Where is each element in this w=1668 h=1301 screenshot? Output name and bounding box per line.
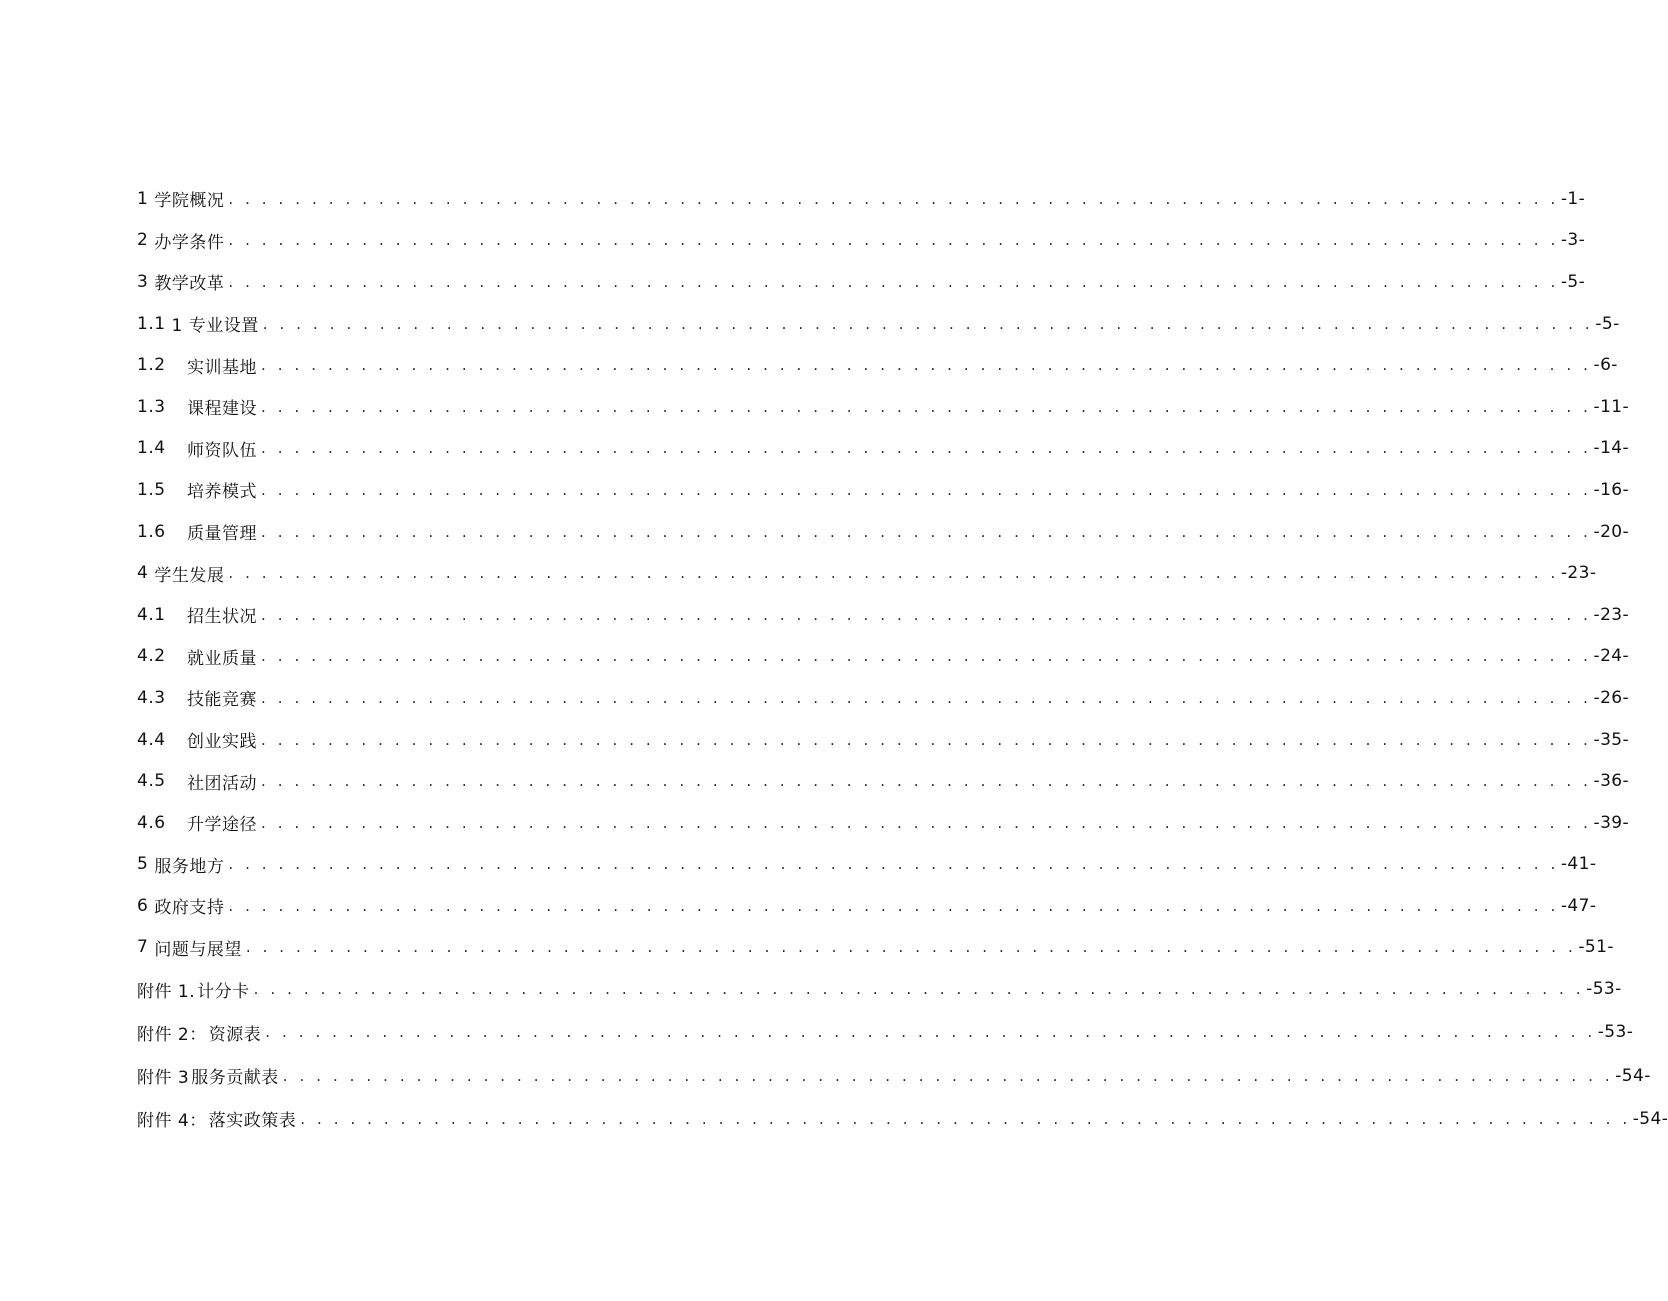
- dot-leader: . . . . . . . . . . . . . . . . . . . . . . . . . . . . . . . . . . . . . . . . . . . . . . . . . . . . . . . . . . . . . . . . . . . . . . . . . . . . . . . .: [261, 522, 1592, 541]
- toc-entry[interactable]: [137, 303, 1620, 345]
- toc-entry-title: 升学途径: [187, 815, 257, 836]
- toc-entry-number: 4.5: [137, 771, 166, 792]
- toc-entry-title: 培养模式: [187, 482, 257, 503]
- toc-entry-page-number: -53-: [1586, 979, 1622, 1000]
- toc-entry-number: 4.4: [137, 729, 166, 750]
- toc-entry-title: 学生发展: [154, 565, 225, 586]
- toc-entry-number: 1.6: [137, 521, 166, 542]
- toc-entry-label: [137, 1106, 298, 1131]
- dot-leader: . . . . . . . . . . . . . . . . . . . . . . . . . . . . . . . . . . . . . . . . . . . . . . . . . . . . . . . . . . . . . . . . . . . . . . . . . . . . . . . .: [228, 231, 1559, 250]
- toc-entry-title: 服务贡献表: [191, 1068, 279, 1089]
- toc-entry-label: [137, 769, 259, 794]
- toc-entry-page-number: -54-: [1615, 1065, 1651, 1086]
- toc-entry-number: 6: [137, 895, 149, 916]
- toc-entry-number: 附件 3: [137, 1068, 190, 1089]
- toc-entry-page-number: -16-: [1593, 479, 1630, 500]
- toc-entry-label: [137, 186, 226, 211]
- toc-entry-label: [137, 353, 259, 378]
- dot-leader: . . . . . . . . . . . . . . . . . . . . . . . . . . . . . . . . . . . . . . . . . . . . . . . . . . . . . . . . . . . . . . . . . . . . . . . . . . . . . . . .: [261, 605, 1592, 624]
- toc-entry-label: [137, 852, 226, 877]
- toc-entry-label: [137, 436, 259, 461]
- toc-entry-number: 4.3: [137, 687, 166, 708]
- dot-leader: . . . . . . . . . . . . . . . . . . . . . . . . . . . . . . . . . . . . . . . . . . . . . . . . . . . . . . . . . . . . . . . . . . . . . . . . . . . . . . . .: [300, 1109, 1631, 1128]
- toc-entry-label: [137, 602, 259, 627]
- toc-entry-title: 政府支持: [154, 898, 225, 919]
- toc-entry-page-number: -6-: [1593, 355, 1618, 376]
- toc-entry-title: 社团活动: [187, 773, 257, 794]
- toc-entry-title: 教学改革: [154, 274, 225, 295]
- toc-entry-title: 问题与展望: [154, 939, 242, 960]
- toc-entry-number: 1.1: [137, 313, 166, 334]
- toc-entry[interactable]: [137, 428, 1630, 470]
- toc-entry-number: 4.6: [137, 812, 166, 833]
- toc-entry-number: 4.2: [137, 646, 166, 667]
- dot-leader: . . . . . . . . . . . . . . . . . . . . . . . . . . . . . . . . . . . . . . . . . . . . . . . . . . . . . . . . . . . . . . . . . . . . . . . . . . . . . . . .: [261, 356, 1592, 375]
- toc-entry-page-number: -47-: [1560, 895, 1597, 916]
- toc-entry-title: 落实政策表: [208, 1111, 297, 1132]
- toc-entry-number: 5: [137, 854, 149, 875]
- toc-entry[interactable]: [137, 719, 1630, 761]
- toc-entry[interactable]: [137, 552, 1597, 594]
- toc-entry[interactable]: [137, 344, 1618, 386]
- toc-entry[interactable]: [137, 1096, 1668, 1141]
- toc-entry-number: 7: [137, 937, 149, 958]
- dot-leader: . . . . . . . . . . . . . . . . . . . . . . . . . . . . . . . . . . . . . . . . . . . . . . . . . . . . . . . . . . . . . . . . . . . . . . . . . . . . . . . .: [262, 314, 1594, 333]
- toc-entry-label: [137, 519, 259, 544]
- toc-entry-title: 招生状况: [187, 607, 257, 628]
- toc-entry-page-number: -14-: [1593, 438, 1630, 459]
- dot-leader: . . . . . . . . . . . . . . . . . . . . . . . . . . . . . . . . . . . . . . . . . . . . . . . . . . . . . . . . . . . . . . . . . . . . . . . . . . . . . . . .: [228, 896, 1559, 915]
- toc-entry-page-number: -20-: [1593, 521, 1630, 542]
- toc-entry-number: 4: [137, 563, 149, 584]
- toc-entry-number: 3: [137, 271, 149, 292]
- toc-entry[interactable]: [137, 677, 1630, 719]
- toc-entry-title: 资源表: [208, 1024, 262, 1045]
- toc-entry-title: 服务地方: [154, 856, 225, 877]
- toc-entry[interactable]: [137, 885, 1597, 927]
- toc-entry-number: 附件 4：: [137, 1111, 207, 1132]
- toc-entry-page-number: -39-: [1593, 812, 1630, 833]
- toc-entry[interactable]: [137, 178, 1586, 220]
- toc-entry[interactable]: [137, 802, 1630, 844]
- toc-entry-page-number: -35-: [1593, 729, 1630, 750]
- toc-entry-title: 师资队伍: [187, 440, 257, 461]
- toc-entry-page-number: -5-: [1560, 271, 1586, 292]
- toc-entry-number: 4.1: [137, 604, 166, 625]
- toc-entry-page-number: -53-: [1597, 1022, 1634, 1043]
- toc-entry-title: 课程建设: [187, 399, 257, 420]
- table-of-contents: [137, 178, 1668, 1141]
- dot-leader: . . . . . . . . . . . . . . . . . . . . . . . . . . . . . . . . . . . . . . . . . . . . . . . . . . . . . . . . . . . . . . . . . . . . . . . . . . . . . . . .: [245, 938, 1577, 957]
- toc-entry-number: 1.4: [137, 438, 166, 459]
- dot-leader: . . . . . . . . . . . . . . . . . . . . . . . . . . . . . . . . . . . . . . . . . . . . . . . . . . . . . . . . . . . . . . . . . . . . . . . . . . . . . . . .: [228, 855, 1559, 874]
- toc-entry-label: [137, 810, 259, 835]
- dot-leader: . . . . . . . . . . . . . . . . . . . . . . . . . . . . . . . . . . . . . . . . . . . . . . . . . . . . . . . . . . . . . . . . . . . . . . . . . . . . . . . .: [265, 1023, 1596, 1042]
- dot-leader: . . . . . . . . . . . . . . . . . . . . . . . . . . . . . . . . . . . . . . . . . . . . . . . . . . . . . . . . . . . . . . . . . . . . . . . . . . . . . . . .: [228, 564, 1559, 583]
- dot-leader: . . . . . . . . . . . . . . . . . . . . . . . . . . . . . . . . . . . . . . . . . . . . . . . . . . . . . . . . . . . . . . . . . . . . . . . . . . . . . . . .: [261, 397, 1592, 416]
- toc-entry[interactable]: [137, 594, 1630, 636]
- dot-leader: . . . . . . . . . . . . . . . . . . . . . . . . . . . . . . . . . . . . . . . . . . . . . . . . . . . . . . . . . . . . . . . . . . . . . . . . . . . . . . . .: [253, 980, 1585, 999]
- toc-entry-number: 1.2: [137, 355, 166, 376]
- toc-entry[interactable]: [137, 760, 1630, 802]
- toc-entry[interactable]: [137, 844, 1597, 886]
- dot-leader: . . . . . . . . . . . . . . . . . . . . . . . . . . . . . . . . . . . . . . . . . . . . . . . . . . . . . . . . . . . . . . . . . . . . . . . . . . . . . . . .: [261, 647, 1592, 666]
- toc-entry-number: 附件 1.: [137, 981, 196, 1002]
- toc-entry-label: [137, 644, 259, 669]
- toc-entry-label: [137, 1063, 281, 1088]
- toc-entry-title: 就业质量: [187, 648, 257, 669]
- toc-entry-page-number: -1-: [1560, 188, 1586, 209]
- toc-entry-number: 1.5: [137, 479, 166, 500]
- toc-entry-page-number: -26-: [1593, 687, 1630, 708]
- dot-leader: . . . . . . . . . . . . . . . . . . . . . . . . . . . . . . . . . . . . . . . . . . . . . . . . . . . . . . . . . . . . . . . . . . . . . . . . . . . . . . . .: [228, 189, 1559, 208]
- toc-entry-page-number: -41-: [1560, 854, 1597, 875]
- dot-leader: . . . . . . . . . . . . . . . . . . . . . . . . . . . . . . . . . . . . . . . . . . . . . . . . . . . . . . . . . . . . . . . . . . . . . . . . . . . . . . . .: [282, 1066, 1614, 1085]
- toc-entry-label: [137, 727, 259, 752]
- toc-entry-title: 1 专业设置: [171, 316, 259, 337]
- toc-entry[interactable]: [137, 220, 1586, 262]
- toc-entry[interactable]: [137, 927, 1614, 969]
- toc-entry[interactable]: [137, 511, 1630, 553]
- toc-entry-label: [137, 394, 259, 419]
- toc-entry-page-number: -23-: [1560, 563, 1597, 584]
- toc-entry-page-number: -5-: [1595, 313, 1620, 334]
- toc-entry-title: 办学条件: [154, 232, 225, 253]
- dot-leader: . . . . . . . . . . . . . . . . . . . . . . . . . . . . . . . . . . . . . . . . . . . . . . . . . . . . . . . . . . . . . . . . . . . . . . . . . . . . . . . .: [261, 688, 1592, 707]
- toc-entry-title: 学院概况: [154, 191, 225, 212]
- toc-entry-label: [137, 935, 244, 960]
- toc-entry-label: [137, 893, 226, 918]
- toc-entry[interactable]: [137, 261, 1586, 303]
- toc-entry-number: 1.3: [137, 396, 166, 417]
- toc-entry[interactable]: [137, 636, 1630, 678]
- toc-entry-number: 1: [137, 188, 149, 209]
- dot-leader: . . . . . . . . . . . . . . . . . . . . . . . . . . . . . . . . . . . . . . . . . . . . . . . . . . . . . . . . . . . . . . . . . . . . . . . . . . . . . . . .: [261, 772, 1592, 791]
- toc-entry[interactable]: [137, 1010, 1634, 1055]
- toc-entry-label: [137, 311, 261, 336]
- toc-entry[interactable]: [137, 968, 1622, 1010]
- toc-entry-label: [137, 561, 226, 586]
- dot-leader: . . . . . . . . . . . . . . . . . . . . . . . . . . . . . . . . . . . . . . . . . . . . . . . . . . . . . . . . . . . . . . . . . . . . . . . . . . . . . . . .: [261, 439, 1592, 458]
- toc-entry-number: 2: [137, 230, 149, 251]
- toc-entry-page-number: -51-: [1578, 937, 1614, 958]
- dot-leader: . . . . . . . . . . . . . . . . . . . . . . . . . . . . . . . . . . . . . . . . . . . . . . . . . . . . . . . . . . . . . . . . . . . . . . . . . . . . . . . .: [261, 730, 1592, 749]
- dot-leader: . . . . . . . . . . . . . . . . . . . . . . . . . . . . . . . . . . . . . . . . . . . . . . . . . . . . . . . . . . . . . . . . . . . . . . . . . . . . . . . .: [228, 272, 1559, 291]
- toc-entry-page-number: -54-: [1632, 1108, 1668, 1129]
- toc-entry-label: [137, 269, 226, 294]
- toc-entry-page-number: -11-: [1593, 396, 1630, 417]
- toc-entry-title: 计分卡: [197, 981, 250, 1002]
- toc-entry-page-number: -23-: [1593, 604, 1630, 625]
- toc-entry-page-number: -3-: [1560, 230, 1586, 251]
- toc-entry-label: [137, 685, 259, 710]
- toc-entry-label: [137, 477, 259, 502]
- toc-entry-page-number: -24-: [1593, 646, 1630, 667]
- toc-entry-label: [137, 1020, 263, 1045]
- toc-entry[interactable]: [137, 1055, 1651, 1097]
- dot-leader: . . . . . . . . . . . . . . . . . . . . . . . . . . . . . . . . . . . . . . . . . . . . . . . . . . . . . . . . . . . . . . . . . . . . . . . . . . . . . . . .: [261, 480, 1592, 499]
- toc-entry[interactable]: [137, 386, 1630, 428]
- dot-leader: . . . . . . . . . . . . . . . . . . . . . . . . . . . . . . . . . . . . . . . . . . . . . . . . . . . . . . . . . . . . . . . . . . . . . . . . . . . . . . . .: [261, 813, 1592, 832]
- toc-entry-page-number: -36-: [1593, 771, 1630, 792]
- toc-entry[interactable]: [137, 469, 1630, 511]
- toc-entry-label: [137, 228, 226, 253]
- toc-entry-label: [137, 977, 252, 1002]
- toc-entry-number: 附件 2：: [137, 1024, 207, 1045]
- toc-entry-title: 创业实践: [187, 732, 257, 753]
- toc-entry-title: 质量管理: [187, 524, 257, 545]
- toc-entry-title: 技能竞赛: [187, 690, 257, 711]
- toc-entry-title: 实训基地: [187, 357, 257, 378]
